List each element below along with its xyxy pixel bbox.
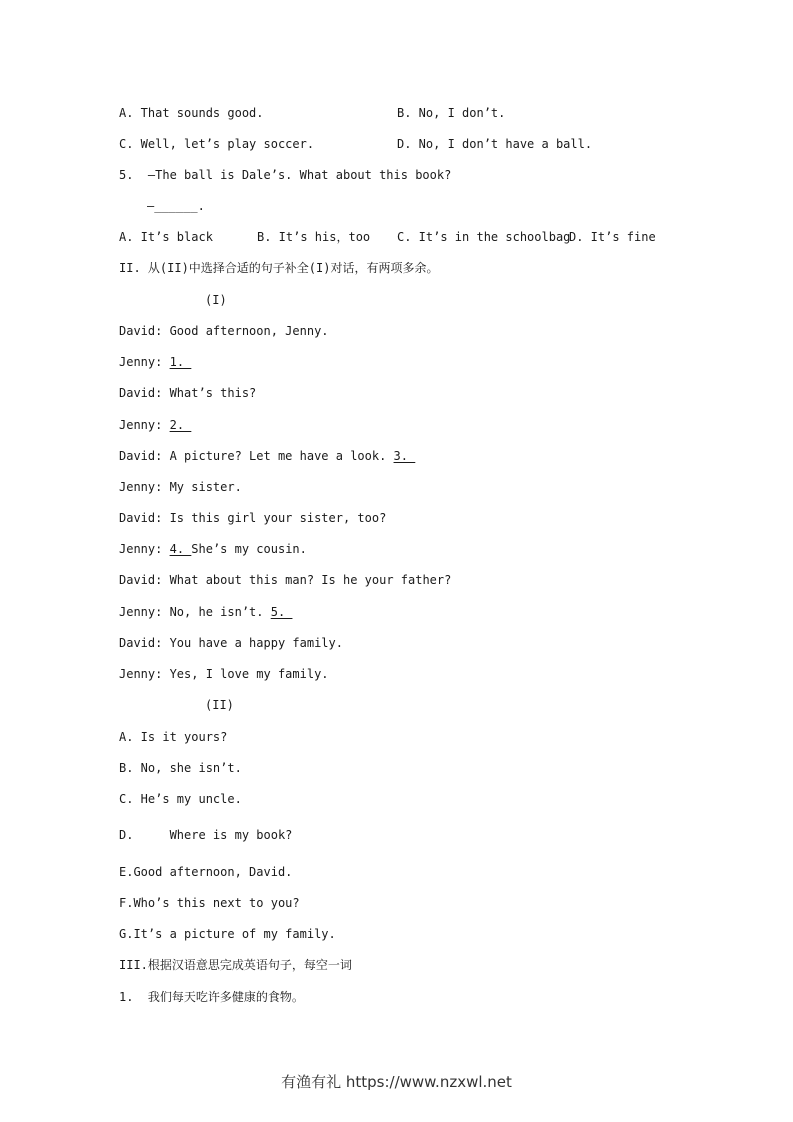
dialogue-line (119, 417, 191, 433)
choice-item: G.It’s a picture of my family. (119, 927, 336, 941)
q4-option-b: B. No, I don’t. (397, 106, 506, 120)
footer-watermark: 有渔有礼 https://www.nzxwl.net (281, 1073, 512, 1091)
dialogue-line (119, 323, 329, 339)
dialogue-line (119, 448, 415, 464)
dialogue-text: My sister. (162, 480, 242, 494)
dialogue-speaker: David: (119, 636, 163, 650)
dialogue-blank: 4._ (169, 542, 192, 556)
dialogue-speaker: David: (119, 386, 163, 400)
dialogue-blank: 3._ (393, 449, 416, 463)
dialogue-speaker: David: (119, 449, 163, 463)
dialogue-text (162, 355, 169, 369)
dialogue-speaker: Jenny: (119, 355, 163, 369)
dialogue-speaker: David: (119, 573, 163, 587)
dialogue-text: You have a happy family. (162, 636, 343, 650)
choice-item: A. Is it yours? (119, 730, 228, 744)
dialogue-line (119, 510, 386, 526)
dialogue-text: A picture? Let me have a look. (162, 449, 394, 463)
q4-option-c: C. Well, let’s play soccer. (119, 137, 315, 151)
section2-part1-label: (I) (205, 293, 227, 307)
q4-option-a: A. That sounds good. (119, 106, 264, 120)
dialogue-line (119, 635, 343, 651)
dialogue-line (119, 541, 307, 557)
dialogue-line (119, 479, 242, 495)
choice-item: E.Good afternoon, David. (119, 865, 293, 879)
choice-item: B. No, she isn’t. (119, 761, 242, 775)
q4-option-d: D. No, I don’t have a ball. (397, 137, 593, 151)
dialogue-speaker: Jenny: (119, 418, 163, 432)
q5-stem: 5. —The ball is Dale’s. What about this book? (119, 168, 452, 182)
dialogue-text: Yes, I love my family. (162, 667, 329, 681)
dialogue-speaker: Jenny: (119, 667, 163, 681)
q5-answer-line: —______. (147, 199, 205, 213)
dialogue-blank: 1._ (169, 355, 192, 369)
dialogue-text (162, 542, 169, 556)
dialogue-text: Is this girl your sister, too? (162, 511, 387, 525)
dialogue-text: What about this man? Is he your father? (162, 573, 452, 587)
choice-item: C. He’s my uncle. (119, 792, 242, 806)
choice-item: F.Who’s this next to you? (119, 896, 300, 910)
dialogue-line (119, 385, 256, 401)
dialogue-speaker: Jenny: (119, 605, 163, 619)
section3-item-1: 1. 我们每天吃许多健康的食物。 (119, 990, 304, 1004)
q5-option-b: B. It’s his，too (257, 230, 371, 244)
dialogue-text: What’s this? (162, 386, 257, 400)
dialogue-blank: 2._ (169, 418, 192, 432)
section3-title: III.根据汉语意思完成英语句子，每空一词 (119, 958, 352, 972)
dialogue-speaker: David: (119, 324, 163, 338)
dialogue-line (119, 666, 329, 682)
dialogue-text: No, he isn’t. (162, 605, 271, 619)
dialogue-line (119, 572, 451, 588)
choice-item: D. Where is my book? (119, 828, 293, 842)
section2-part2-label: (II) (205, 698, 234, 712)
dialogue-speaker: Jenny: (119, 542, 163, 556)
q5-option-a: A. It’s black (119, 230, 213, 244)
dialogue-speaker: Jenny: (119, 480, 163, 494)
dialogue-after-text: She’s my cousin. (191, 542, 307, 556)
dialogue-blank: 5._ (270, 605, 293, 619)
dialogue-line (119, 354, 191, 370)
q5-option-c: C. It’s in the schoolbag (397, 230, 571, 244)
dialogue-text: Good afternoon, Jenny. (162, 324, 329, 338)
q5-option-d: D. It’s fine (569, 230, 656, 244)
dialogue-text (162, 418, 169, 432)
section2-title: II. 从(II)中选择合适的句子补全(I)对话，有两项多余。 (119, 261, 439, 275)
dialogue-speaker: David: (119, 511, 163, 525)
dialogue-line (119, 604, 292, 620)
